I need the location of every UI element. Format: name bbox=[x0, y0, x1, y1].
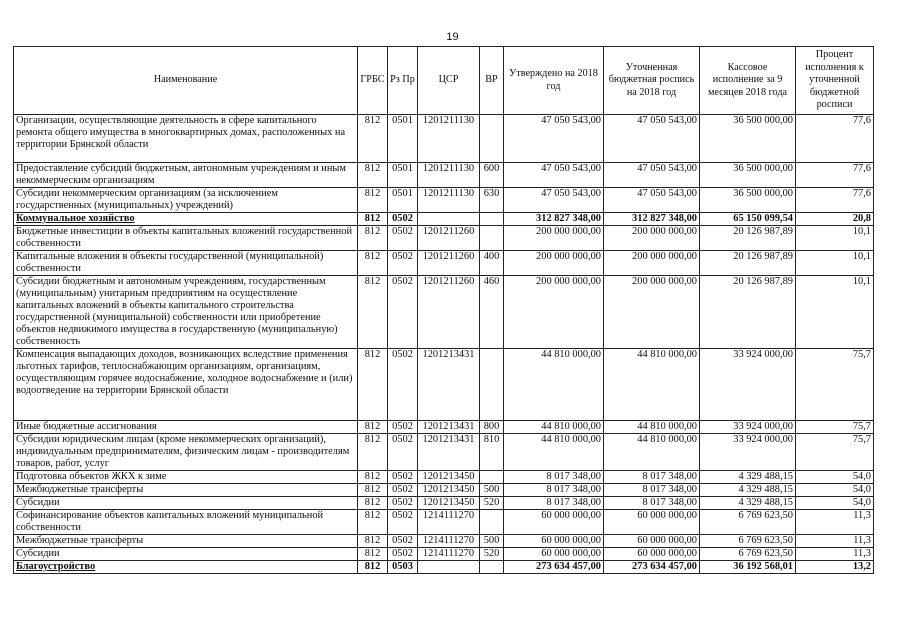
cell-grbs: 812 bbox=[358, 115, 388, 163]
cell-grbs: 812 bbox=[358, 510, 388, 535]
cell-vr: 630 bbox=[480, 188, 504, 213]
cell-percent: 77,6 bbox=[796, 188, 874, 213]
cell-vr bbox=[480, 213, 504, 226]
cell-vr: 600 bbox=[480, 163, 504, 188]
cell-approved: 60 000 000,00 bbox=[504, 548, 604, 561]
cell-cash: 4 329 488,15 bbox=[700, 471, 796, 484]
cell-vr bbox=[480, 471, 504, 484]
table-row bbox=[14, 497, 874, 510]
cell-percent: 75,7 bbox=[796, 349, 874, 421]
cell-csr: 1201211130 bbox=[418, 163, 480, 188]
table-row bbox=[14, 115, 874, 163]
cell-vr: 810 bbox=[480, 434, 504, 471]
cell-csr: 1201211130 bbox=[418, 115, 480, 163]
cell-name: Подготовка объектов ЖКХ к зиме bbox=[14, 471, 358, 484]
cell-grbs: 812 bbox=[358, 163, 388, 188]
cell-cash: 6 769 623,50 bbox=[700, 548, 796, 561]
cell-refined: 200 000 000,00 bbox=[604, 226, 700, 251]
cell-cash: 36 500 000,00 bbox=[700, 163, 796, 188]
header-rzpr: Рз Пр bbox=[388, 47, 418, 115]
cell-vr bbox=[480, 349, 504, 421]
cell-name: Предоставление субсидий бюджетным, автономным учреждениям и иным некоммерческим организациям bbox=[14, 163, 358, 188]
cell-cash: 36 500 000,00 bbox=[700, 188, 796, 213]
cell-refined: 8 017 348,00 bbox=[604, 484, 700, 497]
cell-rzpr: 0503 bbox=[388, 561, 418, 574]
cell-refined: 47 050 543,00 bbox=[604, 115, 700, 163]
cell-vr bbox=[480, 226, 504, 251]
cell-approved: 8 017 348,00 bbox=[504, 471, 604, 484]
cell-refined: 60 000 000,00 bbox=[604, 510, 700, 535]
cell-refined: 8 017 348,00 bbox=[604, 497, 700, 510]
cell-cash: 33 924 000,00 bbox=[700, 421, 796, 434]
table-row bbox=[14, 561, 874, 574]
cell-grbs: 812 bbox=[358, 471, 388, 484]
cell-percent: 75,7 bbox=[796, 434, 874, 471]
cell-csr: 1201211260 bbox=[418, 251, 480, 276]
cell-approved: 8 017 348,00 bbox=[504, 497, 604, 510]
cell-vr: 500 bbox=[480, 484, 504, 497]
header-grbs: ГРБС bbox=[358, 47, 388, 115]
header-name: Наименование bbox=[14, 47, 358, 115]
cell-rzpr: 0502 bbox=[388, 251, 418, 276]
cell-csr: 1201211260 bbox=[418, 276, 480, 349]
cell-vr: 800 bbox=[480, 421, 504, 434]
cell-cash: 20 126 987,89 bbox=[700, 226, 796, 251]
cell-refined: 47 050 543,00 bbox=[604, 188, 700, 213]
cell-vr bbox=[480, 115, 504, 163]
cell-percent: 13,2 bbox=[796, 561, 874, 574]
cell-percent: 77,6 bbox=[796, 115, 874, 163]
table-row bbox=[14, 251, 874, 276]
cell-cash: 4 329 488,15 bbox=[700, 484, 796, 497]
table-row bbox=[14, 548, 874, 561]
cell-refined: 44 810 000,00 bbox=[604, 349, 700, 421]
cell-approved: 8 017 348,00 bbox=[504, 484, 604, 497]
cell-grbs: 812 bbox=[358, 349, 388, 421]
cell-grbs: 812 bbox=[358, 497, 388, 510]
cell-rzpr: 0501 bbox=[388, 115, 418, 163]
cell-name: Субсидии бюджетным и автономным учреждениям, государственным (муниципальным) унитарным предприятиям на осуществление капитальных вложений в объекты капитального строительства государственной (муниципальной) собственности или приобретение объектов недвижимого имущества в государственную (муниципальную) собственность bbox=[14, 276, 358, 349]
cell-grbs: 812 bbox=[358, 561, 388, 574]
cell-grbs: 812 bbox=[358, 251, 388, 276]
cell-grbs: 812 bbox=[358, 213, 388, 226]
cell-vr: 520 bbox=[480, 497, 504, 510]
cell-rzpr: 0501 bbox=[388, 163, 418, 188]
cell-approved: 44 810 000,00 bbox=[504, 434, 604, 471]
cell-rzpr: 0502 bbox=[388, 535, 418, 548]
header-approved: Утверждено на 2018 год bbox=[504, 47, 604, 115]
cell-cash: 33 924 000,00 bbox=[700, 349, 796, 421]
table-row bbox=[14, 213, 874, 226]
cell-refined: 44 810 000,00 bbox=[604, 421, 700, 434]
cell-cash: 33 924 000,00 bbox=[700, 434, 796, 471]
cell-rzpr: 0502 bbox=[388, 226, 418, 251]
cell-cash: 20 126 987,89 bbox=[700, 276, 796, 349]
cell-vr: 500 bbox=[480, 535, 504, 548]
table-row bbox=[14, 276, 874, 349]
table-row bbox=[14, 510, 874, 535]
cell-percent: 54,0 bbox=[796, 484, 874, 497]
budget-table bbox=[13, 46, 874, 574]
cell-name: Субсидии bbox=[14, 497, 358, 510]
table-row bbox=[14, 434, 874, 471]
cell-rzpr: 0502 bbox=[388, 484, 418, 497]
cell-refined: 200 000 000,00 bbox=[604, 276, 700, 349]
cell-name: Коммунальное хозяйство bbox=[14, 213, 358, 226]
cell-cash: 6 769 623,50 bbox=[700, 510, 796, 535]
cell-approved: 60 000 000,00 bbox=[504, 510, 604, 535]
cell-name: Софинансирование объектов капитальных вложений муниципальной собственности bbox=[14, 510, 358, 535]
cell-rzpr: 0502 bbox=[388, 213, 418, 226]
cell-approved: 200 000 000,00 bbox=[504, 251, 604, 276]
cell-csr: 1214111270 bbox=[418, 535, 480, 548]
cell-rzpr: 0502 bbox=[388, 497, 418, 510]
cell-percent: 11,3 bbox=[796, 510, 874, 535]
cell-csr bbox=[418, 561, 480, 574]
cell-cash: 4 329 488,15 bbox=[700, 497, 796, 510]
cell-refined: 312 827 348,00 bbox=[604, 213, 700, 226]
cell-percent: 75,7 bbox=[796, 421, 874, 434]
cell-csr: 1201213431 bbox=[418, 421, 480, 434]
cell-name: Межбюджетные трансферты bbox=[14, 484, 358, 497]
header-cash: Кассовое исполнение за 9 месяцев 2018 года bbox=[700, 47, 796, 115]
cell-vr: 400 bbox=[480, 251, 504, 276]
table-row bbox=[14, 421, 874, 434]
cell-percent: 54,0 bbox=[796, 497, 874, 510]
table-row bbox=[14, 349, 874, 421]
header-vr: ВР bbox=[480, 47, 504, 115]
cell-rzpr: 0502 bbox=[388, 510, 418, 535]
page-number: 19 bbox=[446, 31, 459, 43]
cell-vr bbox=[480, 561, 504, 574]
cell-approved: 200 000 000,00 bbox=[504, 276, 604, 349]
cell-grbs: 812 bbox=[358, 484, 388, 497]
cell-cash: 6 769 623,50 bbox=[700, 535, 796, 548]
cell-csr: 1201213431 bbox=[418, 434, 480, 471]
cell-cash: 20 126 987,89 bbox=[700, 251, 796, 276]
cell-csr: 1214111270 bbox=[418, 510, 480, 535]
cell-rzpr: 0501 bbox=[388, 188, 418, 213]
cell-csr: 1214111270 bbox=[418, 548, 480, 561]
table-row bbox=[14, 226, 874, 251]
cell-rzpr: 0502 bbox=[388, 276, 418, 349]
cell-name: Субсидии юридическим лицам (кроме некоммерческих организаций), индивидуальным предпринимателям, физическим лицам - производителям товаров, работ, услуг bbox=[14, 434, 358, 471]
cell-grbs: 812 bbox=[358, 276, 388, 349]
cell-rzpr: 0502 bbox=[388, 471, 418, 484]
table-body bbox=[14, 115, 874, 574]
cell-vr: 520 bbox=[480, 548, 504, 561]
cell-percent: 20,8 bbox=[796, 213, 874, 226]
header-row bbox=[14, 47, 874, 115]
cell-grbs: 812 bbox=[358, 434, 388, 471]
cell-csr bbox=[418, 213, 480, 226]
cell-name: Компенсация выпадающих доходов, возникающих вследствие применения льготных тарифов, теплоснабжающим организациям, организациям, осуществляющим горячее водоснабжение, холодное водоснабжение и (или) водоотведение на территории Брянской области bbox=[14, 349, 358, 421]
cell-name: Бюджетные инвестиции в объекты капитальных вложений государственной собственности bbox=[14, 226, 358, 251]
cell-rzpr: 0502 bbox=[388, 421, 418, 434]
cell-refined: 8 017 348,00 bbox=[604, 471, 700, 484]
table-row bbox=[14, 484, 874, 497]
cell-grbs: 812 bbox=[358, 421, 388, 434]
cell-refined: 60 000 000,00 bbox=[604, 535, 700, 548]
cell-refined: 60 000 000,00 bbox=[604, 548, 700, 561]
cell-refined: 200 000 000,00 bbox=[604, 251, 700, 276]
header-csr: ЦСР bbox=[418, 47, 480, 115]
cell-approved: 273 634 457,00 bbox=[504, 561, 604, 574]
header-percent: Процент исполнения к уточненной бюджетной росписи bbox=[796, 47, 874, 115]
cell-csr: 1201211260 bbox=[418, 226, 480, 251]
cell-name: Благоустройство bbox=[14, 561, 358, 574]
cell-approved: 47 050 543,00 bbox=[504, 188, 604, 213]
cell-refined: 44 810 000,00 bbox=[604, 434, 700, 471]
table-row bbox=[14, 471, 874, 484]
cell-percent: 10,1 bbox=[796, 251, 874, 276]
cell-grbs: 812 bbox=[358, 226, 388, 251]
cell-percent: 10,1 bbox=[796, 226, 874, 251]
cell-csr: 1201213431 bbox=[418, 349, 480, 421]
cell-csr: 1201213450 bbox=[418, 484, 480, 497]
cell-name: Капитальные вложения в объекты государственной (муниципальной) собственности bbox=[14, 251, 358, 276]
cell-grbs: 812 bbox=[358, 188, 388, 213]
table-row bbox=[14, 188, 874, 213]
cell-percent: 11,3 bbox=[796, 548, 874, 561]
cell-percent: 77,6 bbox=[796, 163, 874, 188]
cell-approved: 44 810 000,00 bbox=[504, 421, 604, 434]
cell-approved: 60 000 000,00 bbox=[504, 535, 604, 548]
cell-csr: 1201211130 bbox=[418, 188, 480, 213]
cell-percent: 11,3 bbox=[796, 535, 874, 548]
cell-cash: 65 150 099,54 bbox=[700, 213, 796, 226]
cell-percent: 54,0 bbox=[796, 471, 874, 484]
cell-name: Субсидии bbox=[14, 548, 358, 561]
header-refined: Уточненная бюджетная роспись на 2018 год bbox=[604, 47, 700, 115]
cell-grbs: 812 bbox=[358, 535, 388, 548]
cell-vr bbox=[480, 510, 504, 535]
cell-csr: 1201213450 bbox=[418, 497, 480, 510]
cell-approved: 44 810 000,00 bbox=[504, 349, 604, 421]
cell-name: Межбюджетные трансферты bbox=[14, 535, 358, 548]
cell-cash: 36 500 000,00 bbox=[700, 115, 796, 163]
table-row bbox=[14, 535, 874, 548]
cell-approved: 200 000 000,00 bbox=[504, 226, 604, 251]
cell-approved: 47 050 543,00 bbox=[504, 115, 604, 163]
cell-rzpr: 0502 bbox=[388, 349, 418, 421]
cell-grbs: 812 bbox=[358, 548, 388, 561]
cell-name: Организации, осуществляющие деятельность в сфере капитального ремонта общего имущества в многоквартирных домах, расположенных на территории Брянской области bbox=[14, 115, 358, 163]
cell-name: Иные бюджетные ассигнования bbox=[14, 421, 358, 434]
cell-approved: 312 827 348,00 bbox=[504, 213, 604, 226]
cell-vr: 460 bbox=[480, 276, 504, 349]
cell-csr: 1201213450 bbox=[418, 471, 480, 484]
cell-rzpr: 0502 bbox=[388, 434, 418, 471]
cell-refined: 273 634 457,00 bbox=[604, 561, 700, 574]
cell-approved: 47 050 543,00 bbox=[504, 163, 604, 188]
cell-name: Субсидии некоммерческим организациям (за исключением государственных (муниципальных) учреждений) bbox=[14, 188, 358, 213]
cell-cash: 36 192 568,01 bbox=[700, 561, 796, 574]
cell-rzpr: 0502 bbox=[388, 548, 418, 561]
table-row bbox=[14, 163, 874, 188]
cell-percent: 10,1 bbox=[796, 276, 874, 349]
cell-refined: 47 050 543,00 bbox=[604, 163, 700, 188]
